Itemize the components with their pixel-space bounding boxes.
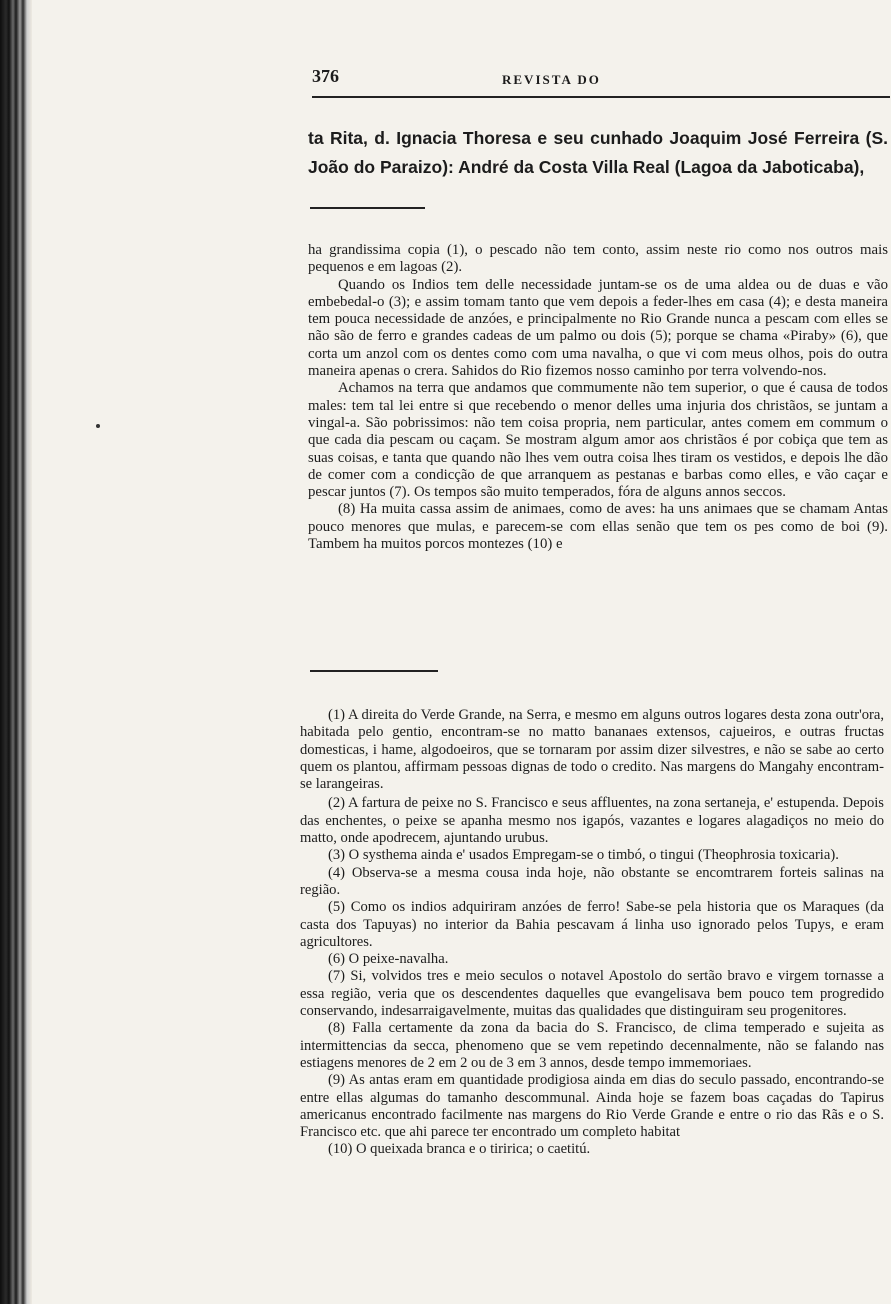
page-number: 376 <box>312 66 339 86</box>
page-header <box>312 66 890 98</box>
body-paragraph: (8) Ha muita cassa assim de animaes, como de aves: ha uns animaes que se chamam Antas pouco menores que mulas, e parecem-se com ellas senão que tem os pes como de boi (9). Tambem ha muitos porcos montezes (10) e <box>308 501 888 553</box>
main-text <box>308 242 888 553</box>
footnote: (10) O queixada branca e o tiririca; o caetitú. <box>328 1141 591 1158</box>
margin-speck <box>96 424 100 428</box>
body-paragraph: ha grandissima copia (1), o pescado não tem conto, assim neste rio como nos outros mais pequenos e em lagoas (2). <box>308 242 888 276</box>
section-divider <box>310 207 425 209</box>
footnote: (5) Como os indios adquiriram anzóes de ferro! Sabe-se pela historia que os Maraques (da casta dos Tapuyas) no interior da Bahia pescavam á linha uso ignorado pelos Tupys, e eram agricultores. <box>300 899 884 950</box>
footnote: (4) Observa-se a mesma cousa inda hoje, não obstante se encomtrarem forteis salinas na região. <box>300 864 884 898</box>
footnotes <box>300 707 884 1159</box>
footnote: (8) Falla certamente da zona da bacia do S. Francisco, de clima temperado e sujeita as intermittencias da secca, phenomeno que se vem repetindo decennalmente, não se falando nas estiagens menores de 2 em 2 ou de 3 em 3 annos, desde tempo immemoriaes. <box>300 1020 884 1071</box>
footnote-divider <box>310 670 438 672</box>
footnote: (6) O peixe-navalha. <box>328 951 449 968</box>
heading-names: ta Rita, d. Ignacia Thoresa e seu cunhado Joaquim José Ferreira (S. João do Paraizo): André da Costa Villa Real (Lagoa da Jaboticaba), <box>308 128 888 177</box>
body-paragraph: Achamos na terra que andamos que commumente não tem superior, o que é causa de todos males: tem tal lei entre si que recebendo o menor delles uma injuria dos christãos, se juntam a vingal-a. São pobrissimos: não tem coisa propria, nem particular, antes comem em commum o que cada dia pescam ou caçam. Se mostram algum amor aos christãos é por cobiça que tem as suas coisas, e tanta que quando não lhes vem outra coisa lhes tiram os vestidos, e depois lhe dão de comer com a condicção de que arranquem as pestanas e barbas como elles, e vão caçar e pescar juntos (7). Os tempos são muito temperados, fóra de alguns annos seccos. <box>308 380 888 501</box>
footnote: (2) A fartura de peixe no S. Francisco e seus affluentes, na zona sertaneja, e' estupenda. Depois das enchentes, o peixe se apanha mesmo nos igapós, vazantes e logares alagadiços no meio do matto, onde apodrecem, ajuntando urubus. <box>300 795 884 847</box>
footnote: (7) Si, volvidos tres e meio seculos o notavel Apostolo do sertão bravo e virgem tornasse a essa região, veria que os descendentes daquelles que evangelisava bem pouco tem progredido conservando, indesarraigavelmente, muitas das qualidades que distinguiram seu progenitores. <box>300 968 884 1020</box>
running-head: REVISTA DO <box>502 72 601 87</box>
footnote: (3) O systhema ainda e' usados Empregam-se o timbó, o tingui (Theophrosia toxicaria). <box>328 847 839 864</box>
footnote: (1) A direita do Verde Grande, na Serra, e mesmo em alguns outros logares desta zona outr'ora, habitada pelo gentio, encontram-se no matto bananaes extensos, cajueiros, e outras fructas domesticas, i hame, algodoeiros, que se tornaram por assim dizer silvestres, e não se sabe ao certo quem os plantou, affirmam pessoas dignas de todo o credito. Nas margens do Mangahy encontram-se larangeiras. <box>300 707 884 793</box>
footnote: (9) As antas eram em quantidade prodigiosa ainda em dias do seculo passado, encontrando-se entre ellas algumas do tamanho descommunal. Ainda hoje se fazem boas caçadas do Tapirus americanus encontrado facilmente nas margens do Rio Verde Grande e entre o rio das Rãs e o S. Francisco etc. que ahi parece ter encontrado um completo habitat <box>300 1072 884 1141</box>
book-binding-edge <box>0 0 32 1304</box>
body-paragraph: Quando os Indios tem delle necessidade juntam-se os de uma aldea ou de duas e vão embebedal-o (3); e assim tomam tanto que vem depois a feder-lhes em casa (4); e desta maneira tem pouca necessidade de anzóes, e principalmente no Rio Grande nunca a pescam com elles se não são de ferro e grandes cadeas de um palmo ou dois (5); porque se chama «Piraby» (6), que corta um anzol com os dentes como com uma navalha, o que vi com meus olhos, pois do outra maneira apenas o crera. Sahidos do Rio fizemos nosso caminho por terra volvendo-nos. <box>308 276 888 380</box>
